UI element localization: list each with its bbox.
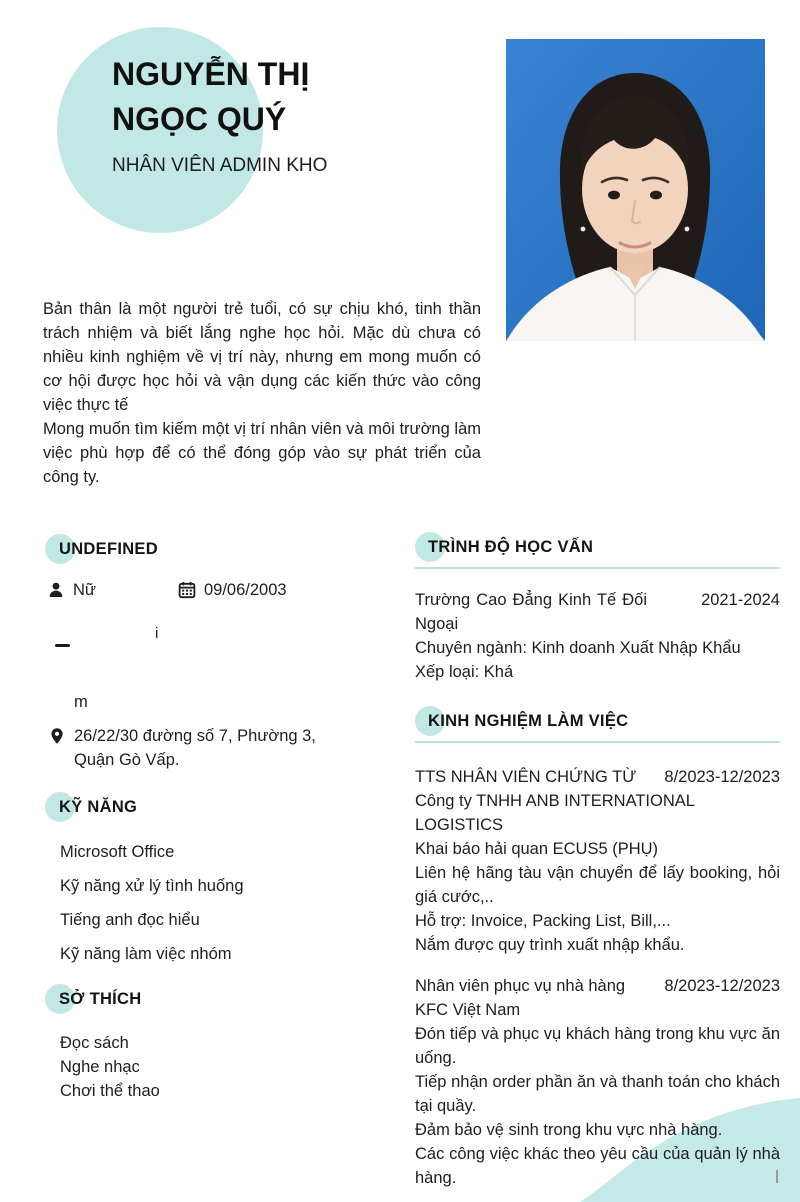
job-detail: Tiếp nhận order phần ăn và thanh toán cho khách tại quầy. (415, 1073, 780, 1115)
text-cursor-artifact (776, 1170, 778, 1183)
section-experience (415, 706, 780, 1190)
hobbies-heading-label: SỞ THÍCH (59, 989, 142, 1008)
portrait-illustration (506, 39, 765, 341)
job-entry (415, 765, 780, 957)
section-divider (415, 567, 780, 569)
skills-heading (43, 792, 373, 822)
job-detail: Các công việc khác theo yêu cầu của quản lý nhà hàng. (415, 1145, 780, 1187)
job-period: 8/2023-12/2023 (664, 977, 780, 995)
hobbies-heading (43, 984, 373, 1014)
redacted-text-fragment-i: i (155, 625, 159, 642)
personal-info-heading (43, 534, 388, 564)
section-skills (43, 792, 373, 976)
job-detail: Liên hệ hãng tàu vận chuyển để lấy booking, hỏi giá cước,.. (415, 864, 780, 906)
education-heading-label: TRÌNH ĐỘ HỌC VẤN (428, 538, 594, 556)
job-company: KFC Việt Nam (415, 1001, 521, 1019)
education-heading (415, 532, 780, 562)
location-pin-icon (48, 727, 66, 745)
redacted-email-fragment-m: m (74, 693, 88, 711)
gender-value: Nữ (73, 581, 96, 599)
skill-item: Microsoft Office (60, 843, 175, 861)
hobby-item: Chơi thể thao (60, 1082, 160, 1100)
address-row (48, 724, 326, 772)
section-divider (415, 741, 780, 743)
skill-item: Kỹ năng xử lý tình huống (60, 877, 244, 895)
job-title: Nhân viên phục vụ nhà hàng (415, 977, 626, 995)
profile-photo (506, 39, 765, 341)
job-detail: Đảm bảo vệ sinh trong khu vực nhà hàng. (415, 1121, 723, 1139)
skill-item: Tiếng anh đọc hiểu (60, 911, 200, 929)
education-grade: Xếp loại: Khá (415, 663, 514, 681)
job-company: Công ty TNHH ANB INTERNATIONAL LOGISTICS (415, 792, 695, 834)
gender-row (47, 578, 96, 602)
skill-item: Kỹ năng làm việc nhóm (60, 945, 232, 963)
school-name: Trường Cao Đẳng Kinh Tế Đối Ngoại (415, 591, 647, 633)
section-education (415, 532, 780, 684)
calendar-icon (178, 581, 196, 599)
section-personal-info (43, 534, 388, 769)
birth-date-value: 09/06/2003 (204, 581, 287, 599)
section-hobbies (43, 984, 373, 1103)
personal-info-heading-label: UNDEFINED (59, 539, 158, 558)
job-detail: Đón tiếp và phục vụ khách hàng trong khu vực ăn uống. (415, 1025, 780, 1067)
profile-summary (43, 297, 481, 489)
job-title: TTS NHÂN VIÊN CHỨNG TỪ (415, 768, 637, 786)
candidate-name: NGUYỄN THỊ NGỌC QUÝ (112, 56, 310, 137)
job-detail: Hỗ trợ: Invoice, Packing List, Bill,... (415, 912, 671, 930)
hobby-item: Nghe nhạc (60, 1058, 140, 1076)
education-major: Chuyên ngành: Kinh doanh Xuất Nhập Khẩu (415, 639, 741, 657)
job-detail: Nắm được quy trình xuất nhập khẩu. (415, 936, 685, 954)
job-detail: Khai báo hải quan ECUS5 (PHỤ) (415, 840, 659, 858)
candidate-job-title: NHÂN VIÊN ADMIN KHO (112, 155, 328, 176)
summary-paragraph-2: Mong muốn tìm kiếm một vị trí nhân viên và môi trường làm việc phù hợp để có thể đóng góp vào sự phát triển của công ty. (43, 420, 481, 486)
education-period: 2021-2024 (701, 591, 780, 609)
summary-paragraph-1: Bản thân là một người trẻ tuổi, có sự chịu khó, tinh thần trách nhiệm và biết lắng nghe học hỏi. Mặc dù chưa có nhiều kinh nghiệm về vị trí này, nhưng em mong muốn có cơ hội được học hỏi và vận dụng các kiến thức vào công việc thực tế (43, 300, 481, 414)
birth-date-row (178, 578, 287, 602)
person-icon (47, 581, 65, 599)
job-period: 8/2023-12/2023 (664, 768, 780, 786)
skills-heading-label: KỸ NĂNG (59, 797, 138, 816)
experience-heading-label: KINH NGHIỆM LÀM VIỆC (428, 712, 629, 730)
address-value: 26/22/30 đường số 7, Phường 3, Quận Gò Vấp. (74, 727, 316, 769)
job-entry (415, 974, 780, 1190)
redacted-phone-fragment (55, 644, 70, 647)
hobby-item: Đọc sách (60, 1034, 129, 1052)
experience-heading (415, 706, 780, 736)
